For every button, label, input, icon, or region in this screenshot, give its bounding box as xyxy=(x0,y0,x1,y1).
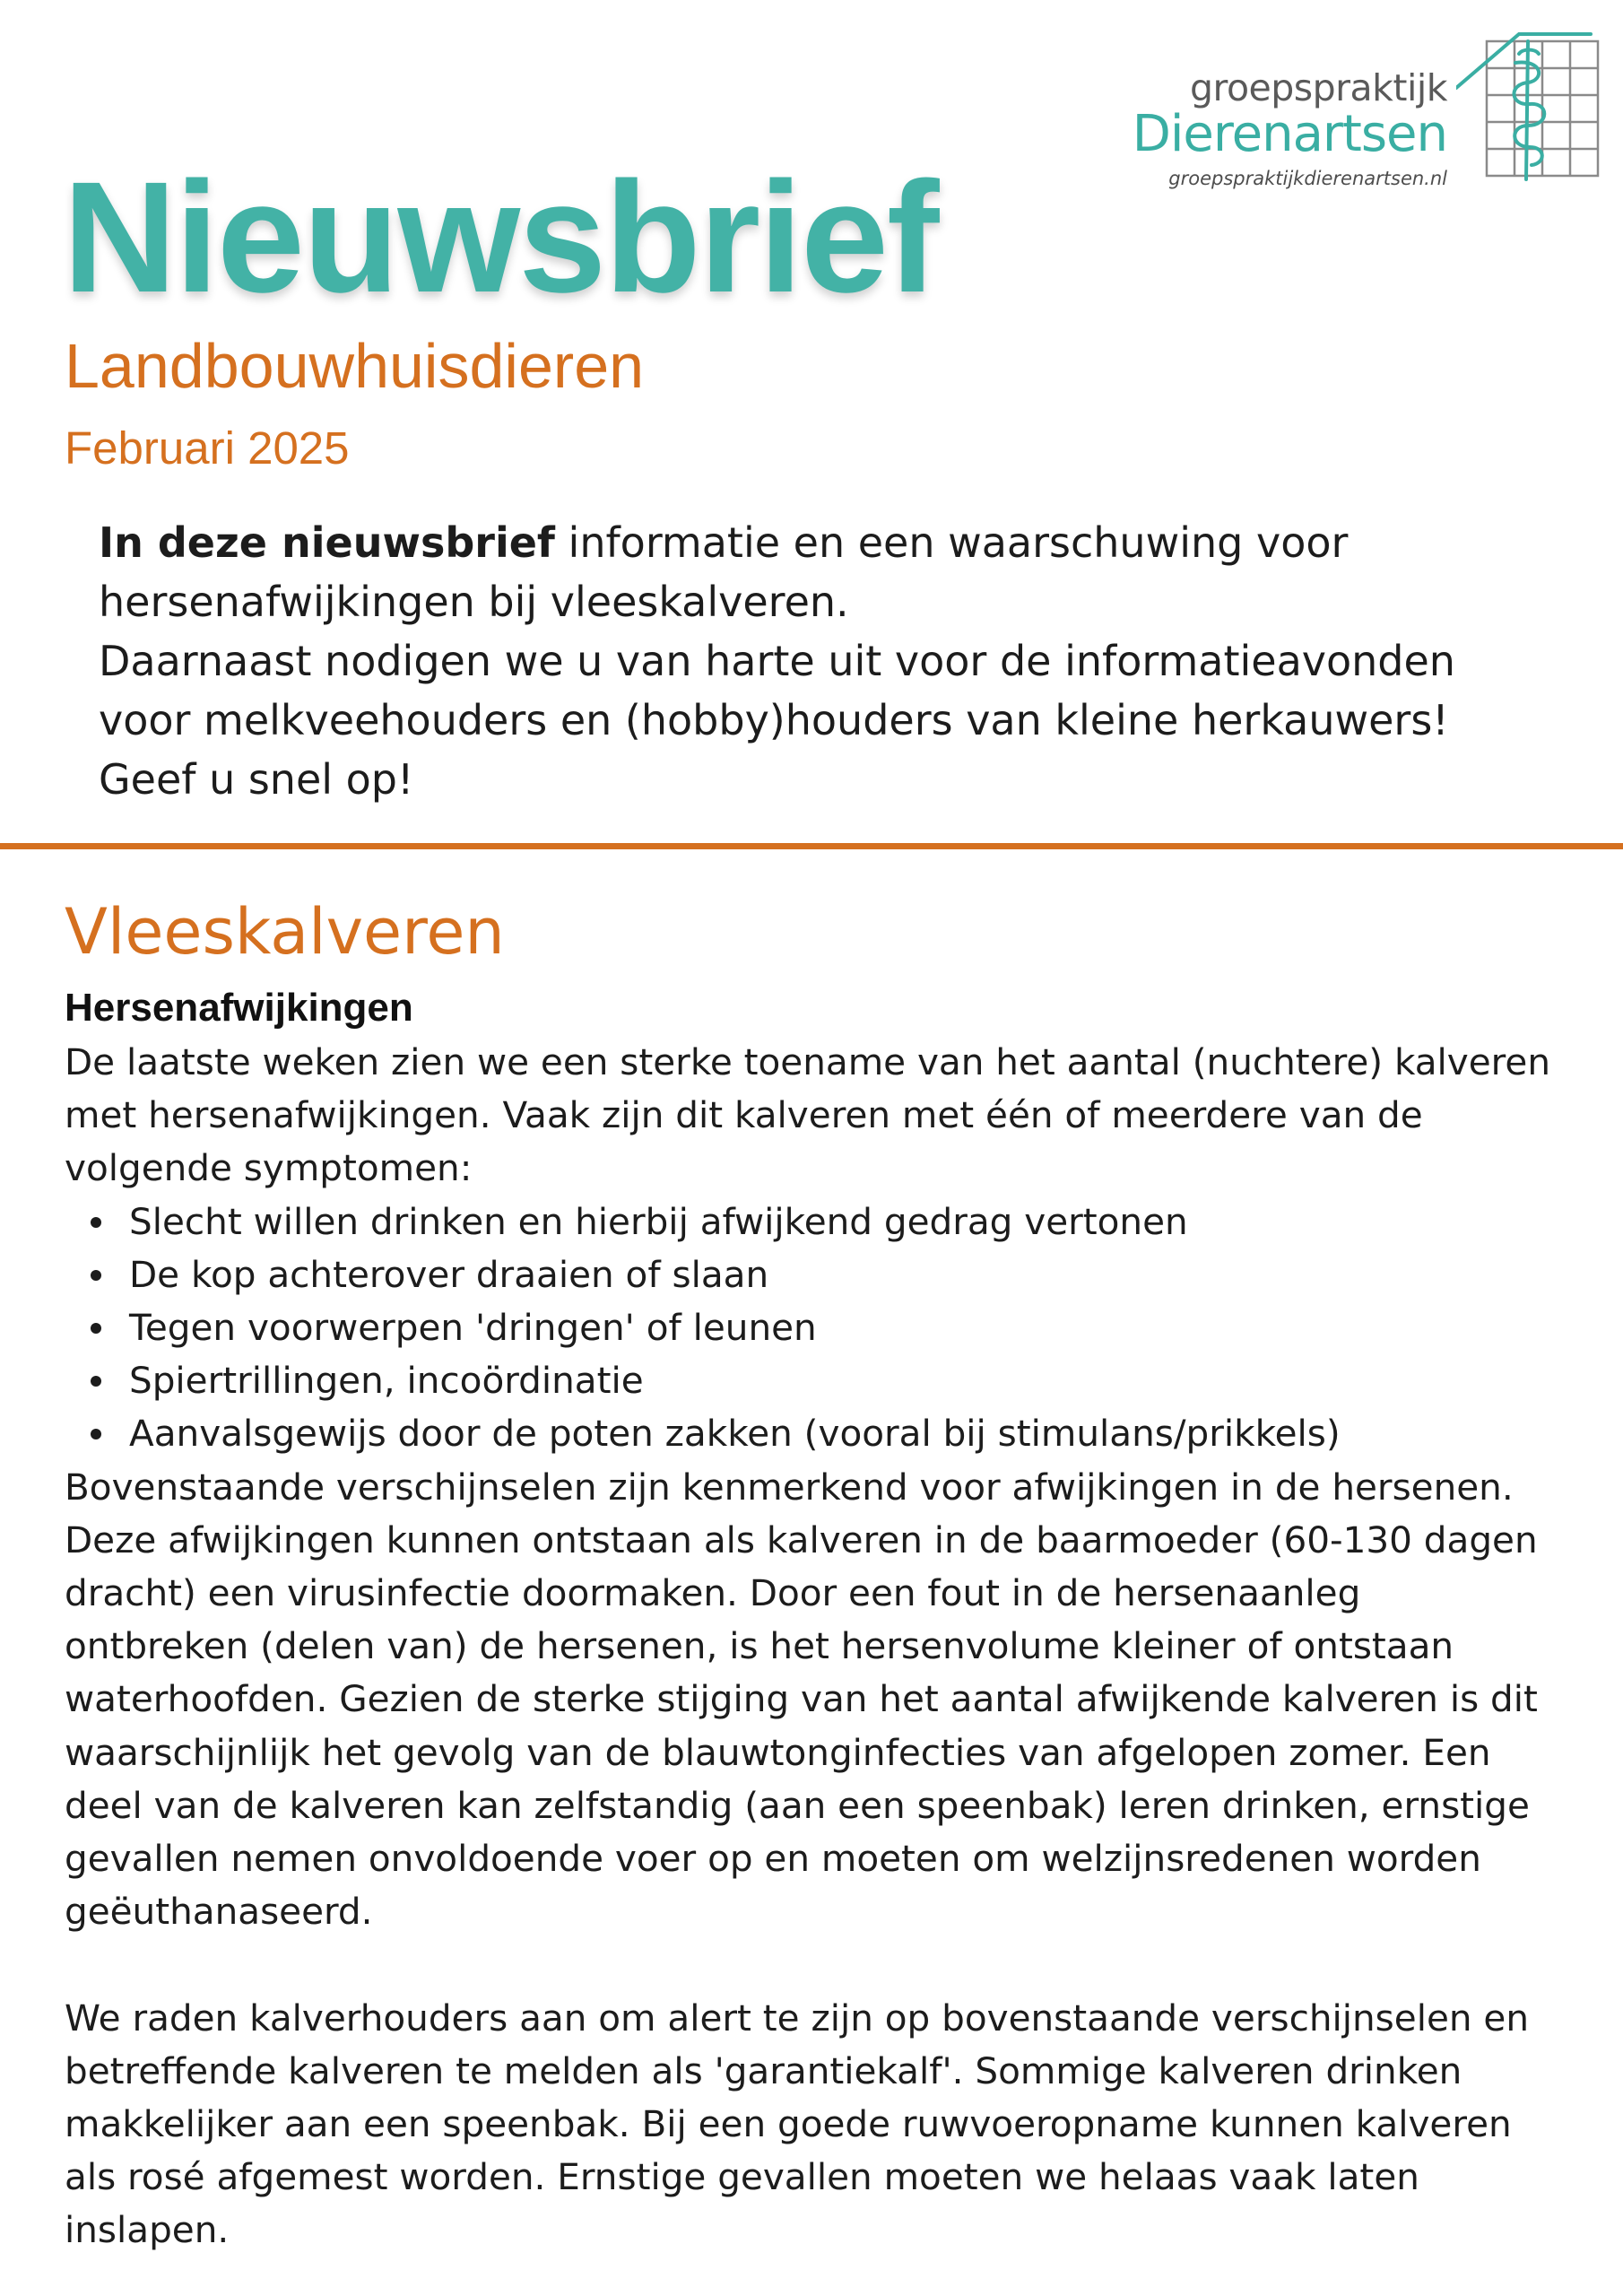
symptom-list-item xyxy=(65,1354,1607,1407)
bullet-icon xyxy=(91,1217,101,1228)
logo-line-groepspraktijk: groepspraktijk xyxy=(1189,66,1447,109)
symptom-list xyxy=(65,1196,1607,1461)
logo-text xyxy=(1119,32,1447,192)
newsletter-subtitle: Landbouwhuisdieren xyxy=(65,331,645,401)
bullet-icon xyxy=(91,1270,101,1281)
intro-line: hersenafwijkingen bij vleeskalveren. xyxy=(99,578,849,626)
section-title: Vleeskalveren xyxy=(65,895,505,969)
symptom-text: Tegen voorwerpen 'dringen' of leunen xyxy=(129,1306,817,1350)
symptom-text: De kop achterover draaien of slaan xyxy=(129,1252,769,1296)
bullet-icon xyxy=(91,1376,101,1387)
symptom-text: Slecht willen drinken en hierbij afwijkend gedrag vertonen xyxy=(129,1199,1188,1243)
symptom-list-item xyxy=(65,1196,1607,1248)
symptom-text: Spiertrillingen, incoördinatie xyxy=(129,1359,644,1403)
section-subtitle: Hersenafwijkingen xyxy=(65,986,413,1030)
section-divider xyxy=(0,843,1623,849)
paragraph-line: als rosé afgemest worden. Ernstige gevallen moeten we helaas vaak laten xyxy=(65,2155,1419,2199)
section-body xyxy=(65,1036,1607,2257)
intro-line: voor melkveehouders en (hobby)houders van kleine herkauwers! xyxy=(99,696,1449,744)
symptom-list-item xyxy=(65,1248,1607,1301)
paragraph-line: waterhoofden. Gezien de sterke stijging van het aantal afwijkende kalveren is dit xyxy=(65,1677,1538,1721)
newsletter-title: Nieuwsbrief xyxy=(63,150,938,326)
intro-line1-rest: informatie en een waarschuwing voor xyxy=(554,518,1349,567)
paragraph-line: volgende symptomen: xyxy=(65,1146,473,1190)
symptom-list-item xyxy=(65,1407,1607,1460)
paragraph-line: geëuthanaseerd. xyxy=(65,1890,373,1934)
newsletter-date: Februari 2025 xyxy=(65,422,350,474)
paragraph-line: De laatste weken zien we een sterke toename van het aantal (nuchtere) kalveren xyxy=(65,1040,1550,1083)
paragraph-line: met hersenafwijkingen. Vaak zijn dit kalveren met één of meerdere van de xyxy=(65,1093,1423,1137)
practice-logo xyxy=(1119,32,1600,187)
bullet-icon xyxy=(91,1429,101,1439)
symptom-list-item xyxy=(65,1301,1607,1354)
intro-bold-lead: In deze nieuwsbrief xyxy=(99,518,555,567)
paragraph-line: betreffende kalveren te melden als 'garantiekalf'. Sommige kalveren drinken xyxy=(65,2048,1462,2092)
paragraph-line: We raden kalverhouders aan om alert te zijn op bovenstaande verschijnselen en xyxy=(65,1996,1529,2039)
veterinary-staff-snake-grid-icon xyxy=(1456,32,1601,181)
paragraph-line: deel van de kalveren kan zelfstandig (aan een speenbak) leren drinken, ernstige xyxy=(65,1783,1530,1827)
logo-line-dierenartsen: Dierenartsen xyxy=(1132,105,1447,163)
intro-line: Geef u snel op! xyxy=(99,755,414,804)
paragraph-line: inslapen. xyxy=(65,2208,230,2252)
paragraph-line: makkelijker aan een speenbak. Bij een goede ruwvoeropname kunnen kalveren xyxy=(65,2102,1512,2146)
bullet-icon xyxy=(91,1323,101,1334)
paragraph-line: Bovenstaande verschijnselen zijn kenmerkend voor afwijkingen in de hersenen. xyxy=(65,1465,1514,1509)
logo-website-url: groepspraktijkdierenartsen.nl xyxy=(1168,168,1447,189)
paragraph-line: Deze afwijkingen kunnen ontstaan als kalveren in de baarmoeder (60-130 dagen xyxy=(65,1518,1538,1561)
paragraph-line: dracht) een virusinfectie doormaken. Door een fout in de hersenaanleg xyxy=(65,1571,1361,1615)
intro-line xyxy=(99,513,1605,572)
paragraph-spacer xyxy=(65,1938,1607,1991)
paragraph-line: waarschijnlijk het gevolg van de blauwtonginfecties van afgelopen zomer. Een xyxy=(65,1730,1491,1774)
intro-text xyxy=(99,513,1605,809)
paragraph-line: ontbreken (delen van) de hersenen, is het hersenvolume kleiner of ontstaan xyxy=(65,1624,1454,1668)
symptom-text: Aanvalsgewijs door de poten zakken (vooral bij stimulans/prikkels) xyxy=(129,1412,1341,1456)
intro-line: Daarnaast nodigen we u van harte uit voor de informatieavonden xyxy=(99,637,1455,685)
paragraph-line: gevallen nemen onvoldoende voer op en moeten om welzijnsredenen worden xyxy=(65,1837,1481,1881)
